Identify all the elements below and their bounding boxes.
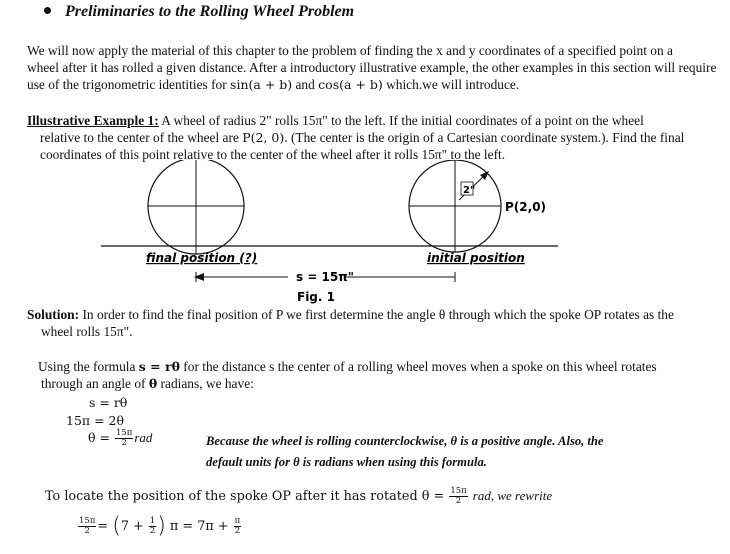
formula-line-1-pre: Using the formula xyxy=(38,359,139,374)
rewrite-half-numerator: 1 xyxy=(149,516,156,526)
equation-3 xyxy=(88,429,152,448)
note-line-2: default units for θ is radians when using this formula. xyxy=(206,455,487,469)
initial-position-label: initial position xyxy=(427,251,525,265)
final-wheel xyxy=(148,160,244,254)
section-heading xyxy=(44,3,354,21)
equation-3-lhs: θ = xyxy=(88,430,110,445)
equation-3-unit: rad xyxy=(134,430,153,445)
formula-theta: θ xyxy=(148,376,158,391)
locate-pre: To locate the position of the spoke OP after it has rotated θ = xyxy=(45,489,445,504)
locate-line xyxy=(45,487,552,506)
intro-line-2: wheel after it has rolled a given distance. After a introductory illustrative example, the other examples in this section will require xyxy=(27,60,717,75)
bullet-icon xyxy=(44,7,51,14)
cos-identity: cos(a + b) xyxy=(318,77,383,92)
rewrite-fraction xyxy=(78,517,96,536)
intro-line-1: We will now apply the material of this chapter to the problem of finding the x and y coordinates of a specified point on a xyxy=(27,43,673,58)
locate-numerator: 15π xyxy=(450,486,467,496)
sin-identity: sin(a + b) xyxy=(230,77,293,92)
initial-point: P(2, 0) xyxy=(242,130,285,145)
solution-line-2: wheel rolls 15π". xyxy=(41,324,133,339)
solution-line-1-text: In order to find the final position of P we first determine the angle θ through which the spoke OP rotates as the xyxy=(79,307,674,322)
formula-line-1-post: for the distance s the center of a rolling wheel moves when a spoke on this wheel rotates xyxy=(179,359,657,374)
equation-2: 15π = 2θ xyxy=(66,413,125,428)
rewrite-half-fraction xyxy=(149,517,156,536)
initial-wheel xyxy=(409,160,501,252)
distance-label: s = 15π" xyxy=(296,270,354,284)
equation-3-numerator: 15π xyxy=(115,428,133,438)
rewrite-end-denominator: 2 xyxy=(234,526,241,536)
example-line-1-text: A wheel of radius 2" rolls 15π" to the left. If the initial coordinates of a point on the wheel xyxy=(158,113,644,128)
locate-denominator: 2 xyxy=(455,496,462,506)
intro-line-3-pre: use of the trigonometric identities for xyxy=(27,77,231,92)
rewrite-after-paren: π = 7π + xyxy=(169,519,229,534)
solution-line-1 xyxy=(27,306,674,323)
locate-post: rad, we rewrite xyxy=(472,488,553,503)
example-line-3: coordinates of this point relative to the center of the wheel after it rolls 15π" to the left. xyxy=(40,147,506,162)
left-paren: ( xyxy=(112,513,121,539)
formula-line-2-post: radians, we have: xyxy=(157,376,254,391)
rewrite-line xyxy=(77,513,242,539)
formula-s-r-theta: s = rθ xyxy=(138,359,180,374)
point-p-label: P(2,0) xyxy=(505,200,547,214)
intro-line-3-and: and xyxy=(292,77,319,92)
example-line-2-post: . (The center is the origin of a Cartesian coordinate system.). Find the final xyxy=(284,130,685,145)
formula-line-2-pre: through an angle of xyxy=(41,376,149,391)
example-line-2 xyxy=(40,129,684,146)
rewrite-inner-pre: 7 + xyxy=(120,519,144,534)
solution-label: Solution: xyxy=(27,307,80,322)
formula-line-2 xyxy=(41,375,254,392)
equation-3-fraction xyxy=(115,429,133,448)
example-line-2-pre: relative to the center of the wheel are xyxy=(40,130,243,145)
rewrite-end-fraction xyxy=(234,517,242,536)
equation-3-denominator: 2 xyxy=(121,438,127,448)
radius-label: 2" xyxy=(463,185,476,196)
rewrite-equals: = xyxy=(97,519,109,534)
intro-line-3 xyxy=(27,76,519,93)
right-paren: ) xyxy=(157,513,166,539)
rewrite-end-numerator: π xyxy=(234,516,241,526)
example-line-1 xyxy=(27,112,644,129)
example-label: Illustrative Example 1: xyxy=(27,113,159,128)
note-line-1: Because the wheel is rolling counterclockwise, θ is a positive angle. Also, the xyxy=(206,434,604,448)
figure-caption: Fig. 1 xyxy=(297,290,335,304)
equation-1: s = rθ xyxy=(89,395,128,410)
locate-post-wrap xyxy=(473,489,552,503)
heading-text: Preliminaries to the Rolling Wheel Problem xyxy=(65,3,355,20)
rewrite-numerator: 15π xyxy=(79,516,96,526)
formula-line-1 xyxy=(38,358,657,375)
intro-line-3-post: which.we will introduce. xyxy=(382,77,520,92)
rewrite-half-denominator: 2 xyxy=(149,526,156,536)
locate-fraction xyxy=(449,487,467,506)
rolling-wheel-figure xyxy=(0,160,730,310)
rewrite-denominator: 2 xyxy=(84,526,90,536)
final-position-label: final position (?) xyxy=(146,251,258,265)
